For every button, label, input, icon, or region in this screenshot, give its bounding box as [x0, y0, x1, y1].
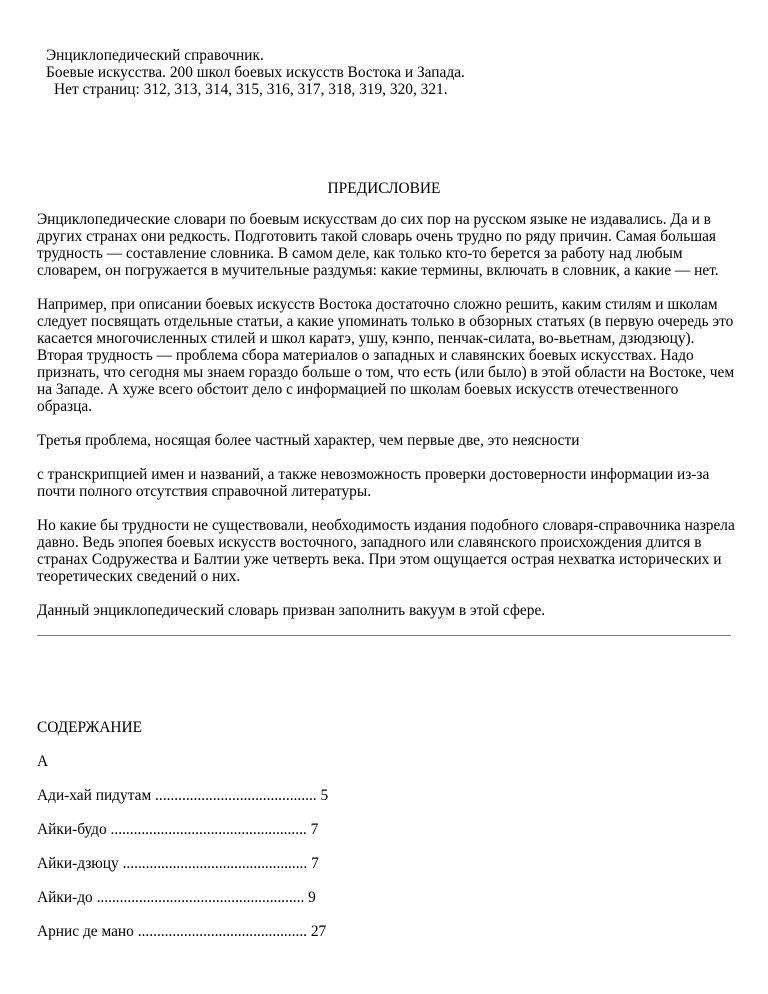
preface-title: ПРЕДИСЛОВИЕ	[327, 180, 441, 197]
preface-paragraph: Третья проблема, носящая более частный характер, чем первые две, это неясности	[37, 432, 580, 449]
toc-entry[interactable]: Айки-будо ................................................... 7	[37, 821, 319, 838]
toc-entry[interactable]: Ади-хай пидутам .......................................... 5	[37, 787, 329, 804]
header-line-subtitle: Боевые искусства. 200 школ боевых искусств Востока и Запада.	[46, 64, 465, 81]
preface-paragraph: Но какие бы трудности не существовали, необходимость издания подобного словаря-справочника назрела давно. Ведь эпопея боевых искусств восточного, западного или славянского происхождения длится в странах Содружества и Балтии уже четверть века. При этом ощущается острая нехватка исторических и теоретических сведений о них.	[37, 517, 735, 585]
toc-letter-heading: А	[37, 753, 49, 770]
horizontal-rule	[37, 635, 731, 636]
header-line-missing-pages: Нет страниц: 312, 313, 314, 315, 316, 317, 318, 319, 320, 321.	[54, 81, 448, 98]
table-of-contents	[37, 719, 737, 957]
document-header	[46, 47, 746, 98]
preface-paragraph: Данный энциклопедический словарь призван заполнить вакуум в этой сфере.	[37, 602, 546, 619]
toc-entry[interactable]: Арнис де мано ............................................ 27	[37, 923, 327, 940]
preface-paragraph: с транскрипцией имен и названий, а также невозможность проверки достоверности информации из-за почти полного отсутствия справочной литературы.	[37, 466, 710, 500]
header-line-title: Энциклопедический справочник.	[46, 47, 264, 64]
toc-title: СОДЕРЖАНИЕ	[37, 719, 143, 736]
toc-entry[interactable]: Айки-дзюцу ................................................ 7	[37, 855, 319, 872]
preface-paragraph: Например, при описании боевых искусств Востока достаточно сложно решить, каким стилям и школам следует посвящать отдельные статьи, а какие упоминать только в обзорных статьях (в первую очередь это касается многочисленных стилей и школ каратэ, ушу, кэнпо, пенчак-силата, во-вьетнам, дзюдзюцу). Вторая трудность — проблема сбора материалов о западных и славянских боевых искусствах. Надо признать, что сегодня мы знаем гораздо больше о том, что есть (или было) в этой области на Востоке, чем на Западе. А хуже всего обстоит дело с информацией по школам боевых искусств отечественного образца.	[37, 296, 735, 415]
preface-paragraph: Энциклопедические словари по боевым искусствам до сих пор на русском языке не издавались. Да и в других странах они редкость. Подготовить такой словарь очень трудно по ряду причин. Самая большая трудность — составление словника. В самом деле, как только кто-то берется за работу над любым словарем, он погружается в мучительные раздумья: какие термины, включать в словник, а какие — нет.	[37, 211, 719, 279]
toc-entry[interactable]: Айки-до ...................................................... 9	[37, 889, 316, 906]
preface-body	[37, 211, 737, 636]
